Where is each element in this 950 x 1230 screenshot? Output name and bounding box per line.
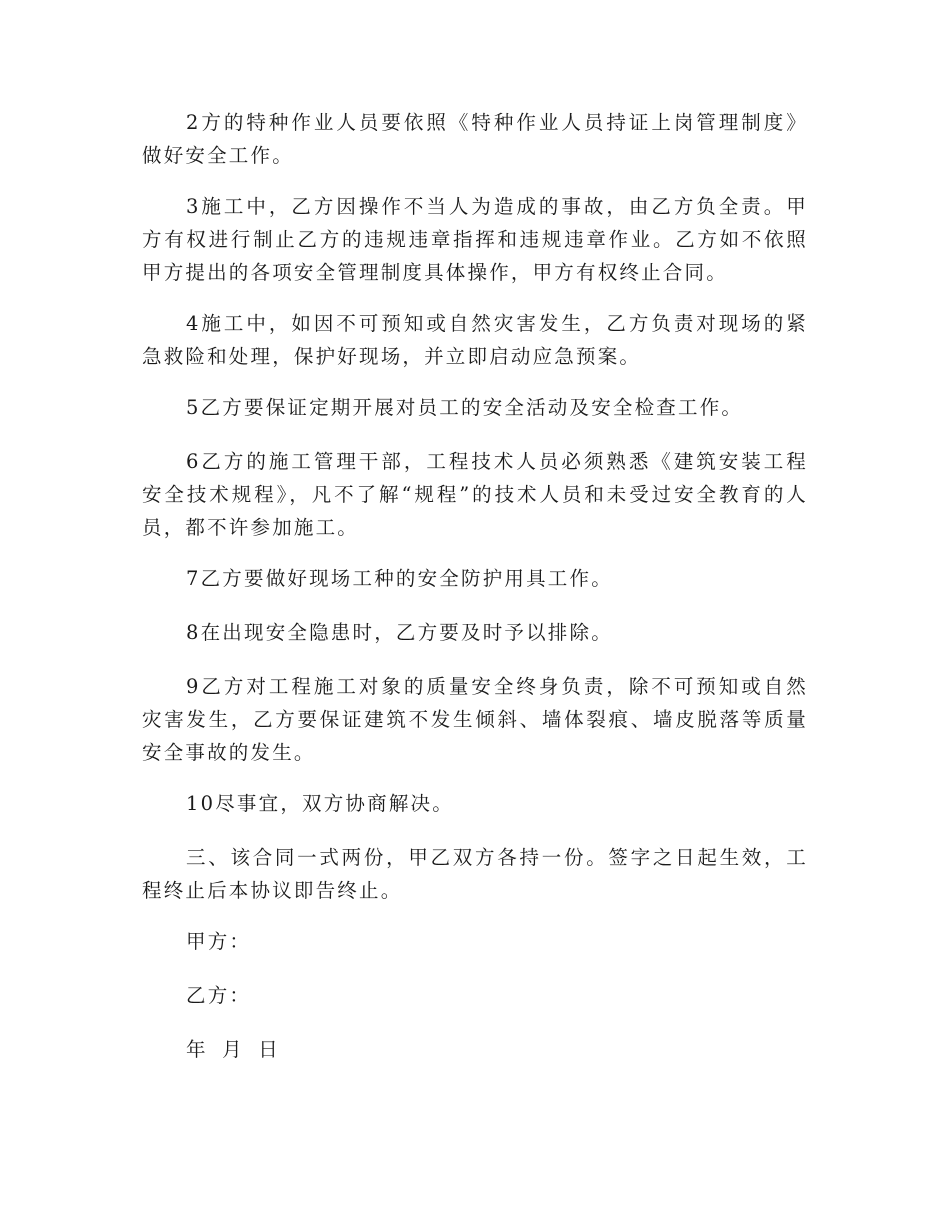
clause-4: 4施工中，如因不可预知或自然灾害发生，乙方负责对现场的紧急救险和处理，保护好现场，并立即启动应急预案。	[142, 312, 808, 368]
date-month-label: 月	[222, 1038, 244, 1061]
clause-9: 9乙方对工程施工对象的质量安全终身负责，除不可预知或自然灾害发生，乙方要保证建筑不发生倾斜、墙体裂痕、墙皮脱落等质量安全事故的发生。	[142, 675, 808, 764]
section-3-copies: 三、该合同一式两份，甲乙双方各持一份。签字之日起生效，工程终止后本协议即告终止。	[142, 846, 808, 902]
clause-5: 5乙方要保证定期开展对员工的安全活动及安全检查工作。	[186, 396, 744, 419]
clause-6: 6乙方的施工管理干部，工程技术人员必须熟悉《建筑安装工程安全技术规程》，凡不了解“规程”的技术人员和未受过安全教育的人员，都不许参加施工。	[142, 450, 808, 539]
date-day-label: 日	[258, 1038, 280, 1061]
date-year-label: 年	[186, 1038, 208, 1061]
clause-8: 8在出现安全隐患时，乙方要及时予以排除。	[186, 621, 613, 644]
clause-2: 2方的特种作业人员要依照《特种作业人员持证上岗管理制度》做好安全工作。	[142, 111, 808, 167]
clause-7: 7乙方要做好现场工种的安全防护用具工作。	[186, 567, 613, 590]
party-a-signature-line: 甲方：	[186, 930, 252, 953]
clause-3: 3施工中，乙方因操作不当人为造成的事故，由乙方负全责。甲方有权进行制止乙方的违规违章指挥和违规违章作业。乙方如不依照甲方提出的各项安全管理制度具体操作，甲方有权终止合同。	[142, 195, 808, 284]
clause-10: 10尽事宜，双方协商解决。	[186, 792, 454, 815]
date-line	[142, 1033, 808, 1066]
party-b-signature-line: 乙方：	[186, 984, 252, 1007]
document-page	[142, 106, 808, 1087]
